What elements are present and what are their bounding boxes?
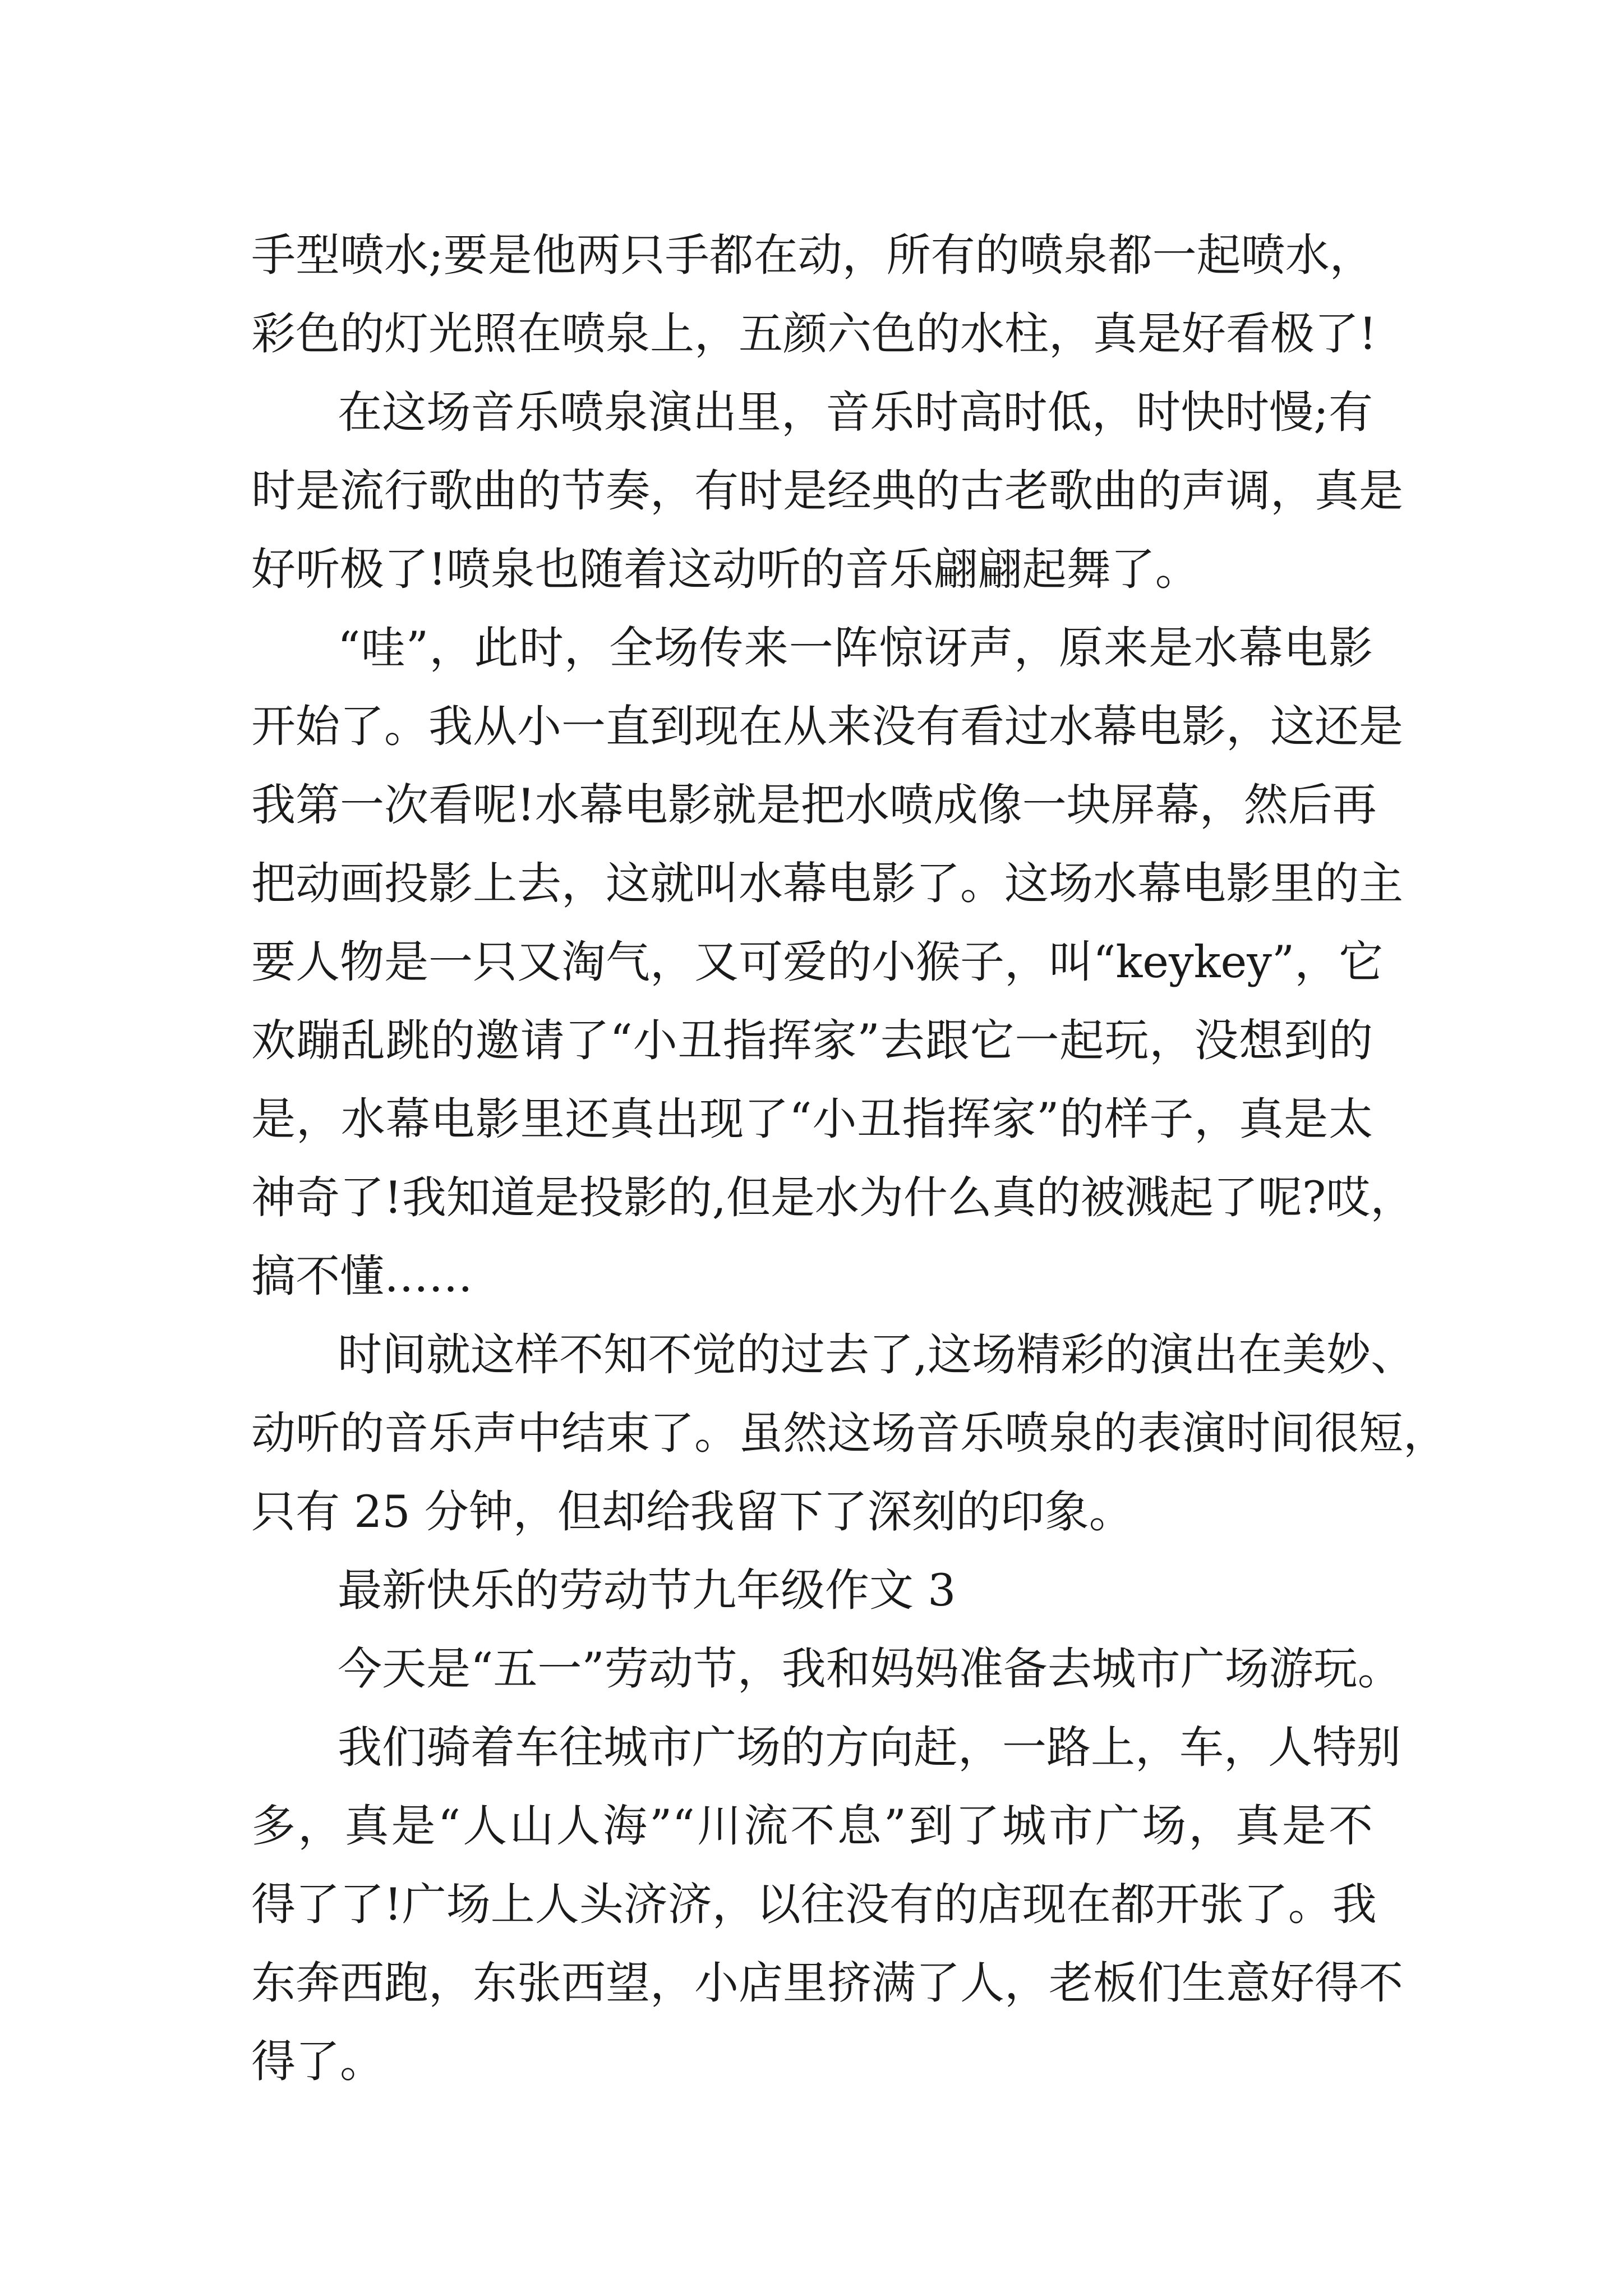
text-line: 把动画投影上去，这就叫水幕电影了。这场水幕电影里的主 (251, 858, 1403, 909)
text-line: 多，真是“人山人海”“川流不息”到了城市广场，真是不 (251, 1800, 1373, 1852)
text-line: 得了了!广场上人头济济，以往没有的店现在都开张了。我 (251, 1879, 1377, 1930)
text-line: 欢蹦乱跳的邀请了“小丑指挥家”去跟它一起玩，没想到的 (251, 1015, 1373, 1066)
text-line: 时是流行歌曲的节奏，有时是经典的古老歌曲的声调，真是 (251, 465, 1403, 517)
text-line: 搞不懂…… (251, 1250, 473, 1302)
paragraph-start-line: 在这场音乐喷泉演出里，音乐时高时低，时快时慢;有 (338, 386, 1373, 438)
text-line: 要人物是一只又淘气，又可爱的小猴子，叫“keykey”，它 (251, 936, 1384, 988)
text-line: 神奇了!我知道是投影的,但是水为什么真的被溅起了呢?哎， (251, 1172, 1415, 1223)
section-heading: 最新快乐的劳动节九年级作文 3 (338, 1565, 956, 1616)
text-line: 是，水幕电影里还真出现了“小丑指挥家”的样子，真是太 (251, 1093, 1373, 1145)
text-line: 得了。 (251, 2036, 384, 2087)
paragraph-start-line: “哇”，此时，全场传来一阵惊讶声，原来是水幕电影 (338, 622, 1373, 674)
text-line: 好听极了!喷泉也随着这动听的音乐翩翩起舞了。 (251, 544, 1200, 595)
text-line: 动听的音乐声中结束了。虽然这场音乐喷泉的表演时间很短， (251, 1407, 1447, 1459)
paragraph-start-line: 时间就这样不知不觉的过去了,这场精彩的演出在美妙、 (338, 1329, 1415, 1381)
text-line: 彩色的灯光照在喷泉上，五颜六色的水柱，真是好看极了! (251, 308, 1377, 360)
text-line: 只有 25 分钟，但却给我留下了深刻的印象。 (251, 1486, 1133, 1538)
text-line: 开始了。我从小一直到现在从来没有看过水幕电影，这还是 (251, 701, 1403, 752)
text-line: 我第一次看呢!水幕电影就是把水喷成像一块屏幕，然后再 (251, 779, 1377, 831)
paragraph-start-line: 我们骑着车往城市广场的方向赶，一路上，车，人特别 (338, 1722, 1401, 1773)
text-line: 东奔西跑，东张西望，小店里挤满了人，老板们生意好得不 (251, 1957, 1403, 2009)
text-line: 手型喷水;要是他两只手都在动，所有的喷泉都一起喷水， (251, 229, 1374, 281)
paragraph-start-line: 今天是“五一”劳动节，我和妈妈准备去城市广场游玩。 (338, 1643, 1402, 1695)
